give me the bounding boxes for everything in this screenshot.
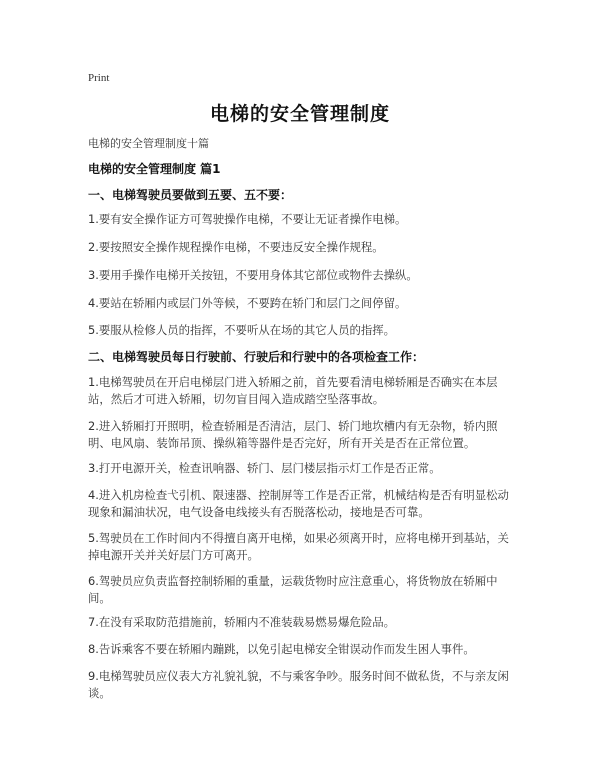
list2-item-3: 3.打开电源开关，检查讯响器、轿门、层门楼层指示灯工作是否正常。 <box>88 461 441 475</box>
list1-item-5: 5.要服从检修人员的指挥，不要听从在场的其它人员的指挥。 <box>88 323 396 337</box>
list2-item-7: 7.在没有采取防范措施前，轿厢内不准装载易燃易爆危险品。 <box>88 615 396 629</box>
list2-item-1: 1.电梯驾驶员在开启电梯层门进入轿厢之前，首先要看清电梯轿厢是否确实在本层站，然后才可进入轿厢，切勿盲目闯入造成踏空坠落事故。 <box>88 375 498 406</box>
list2-item-4: 4.进入机房检查弋引机、限速器、控制屏等工作是否正常，机械结构是否有明显松动现象和漏油状况，电气设备电线接头有否脱落松动，接地是否可靠。 <box>88 488 509 519</box>
list1-item-3: 3.要用手操作电梯开关按钮，不要用身体其它部位或物件去操纵。 <box>88 268 418 282</box>
print-link[interactable]: Print <box>88 72 110 84</box>
list1-item-4: 4.要站在轿厢内或层门外等候，不要跨在轿门和层门之间停留。 <box>88 296 407 310</box>
section-title: 电梯的安全管理制度 篇1 <box>88 162 221 176</box>
list1-item-2: 2.要按照安全操作规程操作电梯，不要违反安全操作规程。 <box>88 240 384 254</box>
list2-item-8: 8.告诉乘客不要在轿厢内蹦跳，以免引起电梯安全钳误动作而发生困人事件。 <box>88 642 475 656</box>
list1-item-1: 1.要有安全操作证方可驾驶操作电梯，不要让无证者操作电梯。 <box>88 212 407 226</box>
page-title: 电梯的安全管理制度 <box>209 103 390 125</box>
list2-item-2: 2.进入轿厢打开照明，检查轿厢是否清洁，层门、轿门地坎槽内有无杂物，轿内照明、电风扇、装饰吊顶、操纵箱等器件是否完好，所有开关是否在正常位置。 <box>88 419 498 450</box>
list2-item-6: 6.驾驶员应负责监督控制轿厢的重量，运载货物时应注意重心，将货物放在轿厢中间。 <box>88 574 498 605</box>
heading-2: 二、电梯驾驶员每日行驶前、行驶后和行驶中的各项检查工作： <box>88 350 425 364</box>
list2-item-5: 5.驾驶员在工作时间内不得擅自离开电梯，如果必须离开时，应将电梯开到基站，关掉电源开关并关好层门方可离开。 <box>88 531 509 562</box>
heading-1: 一、电梯驾驶员要做到五要、五不要： <box>88 188 293 202</box>
subtitle: 电梯的安全管理制度十篇 <box>88 137 209 150</box>
list2-item-9: 9.电梯驾驶员应仪表大方礼貌礼貌，不与乘客争吵。服务时间不做私货，不与亲友闲谈。 <box>88 669 509 700</box>
